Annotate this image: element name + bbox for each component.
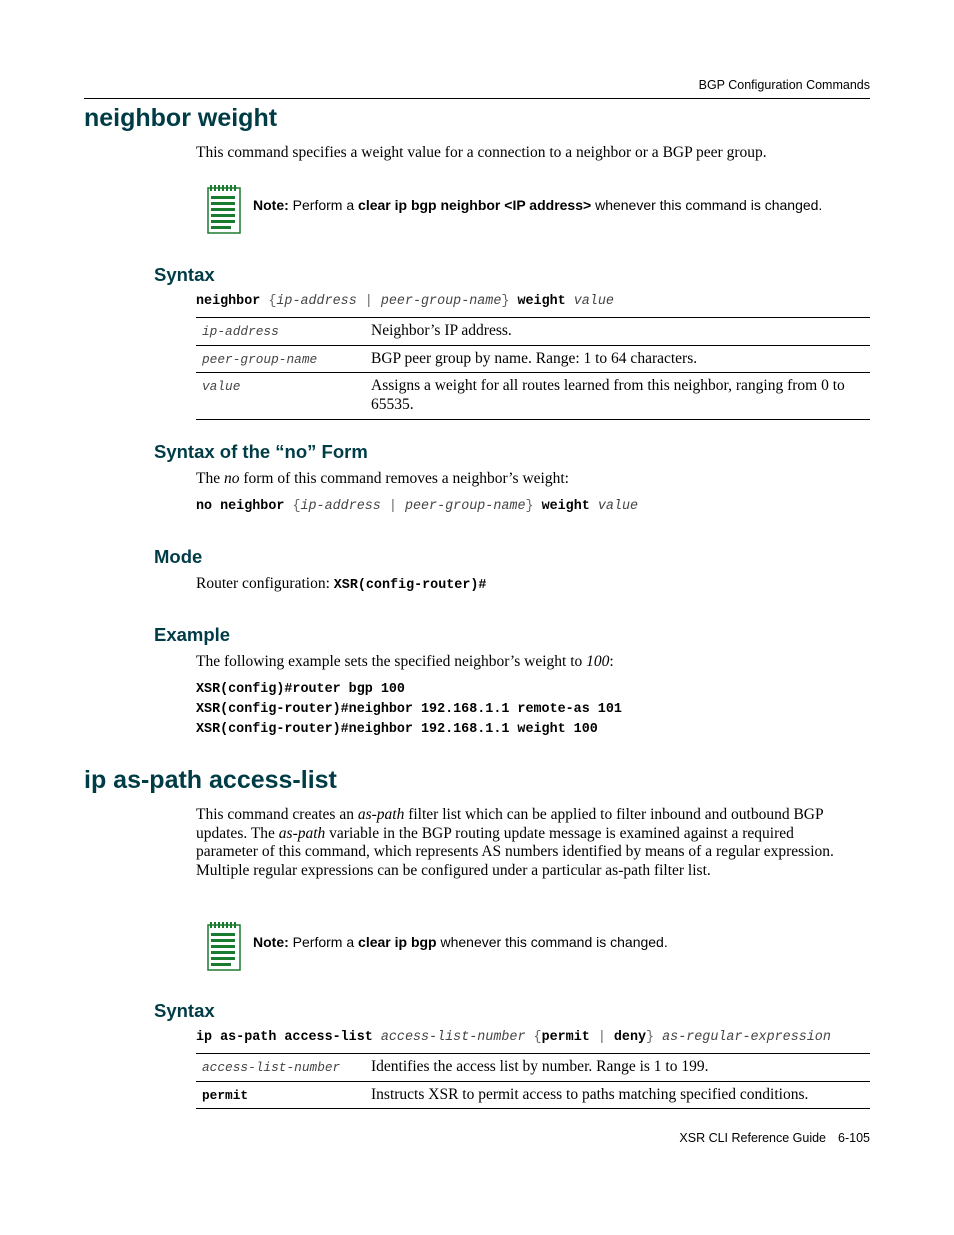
command-syntax	[196, 294, 614, 309]
note-label: Note:	[253, 197, 289, 213]
page-footer	[679, 1131, 870, 1145]
no-form-heading: Syntax of the “no” Form	[154, 441, 368, 462]
example-emphasis: 100	[586, 653, 610, 670]
mode-text	[196, 575, 856, 596]
table-row	[196, 1081, 870, 1109]
table-row	[196, 1054, 870, 1082]
note-icon	[207, 184, 241, 234]
syntax-separator: |	[380, 499, 405, 514]
intro-emphasis: as-path	[278, 824, 326, 842]
no-form-pre: The	[196, 470, 224, 487]
intro-part: variable in the BGP routing update message is examined against a required parameter of this command, which represents AS numbers identified by means of a regular expression. Multiple regular expressions can be configured under a particular as-path filter list.	[196, 824, 834, 880]
syntax-arg-value: value	[565, 294, 614, 309]
code-line: XSR(config-router)#neighbor 192.168.1.1 weight 100	[196, 722, 598, 737]
note-command: clear ip bgp neighbor <IP address>	[358, 197, 592, 213]
mode-heading: Mode	[154, 546, 203, 567]
mode-label: Router configuration:	[196, 575, 334, 592]
syntax-command: ip as-path access-list	[196, 1030, 373, 1045]
table-row	[196, 318, 870, 346]
table-row	[196, 373, 870, 419]
param-description: BGP peer group by name. Range: 1 to 64 characters.	[365, 345, 870, 373]
param-name: permit	[196, 1081, 365, 1109]
table-row	[196, 345, 870, 373]
code-line: XSR(config)#router bgp 100	[196, 682, 405, 697]
syntax-brace-open: {	[260, 294, 277, 309]
mode-prompt: XSR(config-router)#	[333, 578, 487, 593]
syntax-separator: |	[589, 1030, 614, 1045]
footer-guide-title: XSR CLI Reference Guide	[679, 1131, 827, 1145]
code-line: XSR(config-router)#neighbor 192.168.1.1 remote-as 101	[196, 702, 622, 717]
section-title-neighbor-weight: neighbor weight	[84, 104, 278, 132]
section-intro: This command specifies a weight value for a connection to a neighbor or a BGP peer group.	[196, 144, 767, 161]
note-icon	[207, 921, 241, 971]
syntax-arg-peer-group: peer-group-name	[380, 294, 502, 309]
syntax-command: no neighbor	[196, 499, 285, 514]
parameter-table	[196, 317, 870, 420]
note-text-1: Perform a	[288, 197, 359, 213]
syntax-arg-ip: ip-address	[276, 294, 357, 309]
param-name: access-list-number	[196, 1054, 365, 1082]
syntax-arg-ip: ip-address	[300, 499, 381, 514]
syntax-brace-close: }	[646, 1030, 663, 1045]
header-rule	[84, 98, 870, 99]
syntax-brace-close: }	[525, 499, 542, 514]
no-form-emphasis: no	[223, 470, 240, 487]
example-code	[196, 680, 622, 740]
syntax-arg-regex: as-regular-expression	[662, 1030, 831, 1045]
syntax-arg-peer-group: peer-group-name	[404, 499, 526, 514]
syntax-keyword-weight: weight	[517, 294, 566, 309]
syntax-keyword-weight: weight	[541, 499, 590, 514]
example-pre: The following example sets the specified neighbor’s weight to	[196, 653, 587, 670]
note-label: Note:	[253, 934, 289, 950]
running-header: BGP Configuration Commands	[698, 78, 870, 92]
note	[253, 197, 822, 213]
param-description: Instructs XSR to permit access to paths matching specified conditions.	[365, 1081, 870, 1109]
syntax-brace-close: }	[501, 294, 518, 309]
syntax-arg-value: value	[589, 499, 639, 514]
param-description: Identifies the access list by number. Range is 1 to 199.	[365, 1054, 870, 1082]
intro-part: This command creates an	[196, 806, 358, 823]
no-form-post: form of this command removes a neighbor’s weight:	[239, 470, 569, 487]
param-name: value	[196, 373, 365, 419]
syntax-brace-open: {	[525, 1030, 542, 1045]
syntax-brace-open: {	[284, 499, 301, 514]
param-name: peer-group-name	[196, 345, 365, 373]
note-command: clear ip bgp	[358, 934, 437, 950]
syntax-separator: |	[356, 294, 381, 309]
example-post: :	[609, 653, 614, 670]
note-text-2: whenever this command is changed.	[591, 197, 823, 213]
intro-emphasis: as-path	[357, 806, 405, 823]
no-form-text	[196, 470, 856, 489]
command-syntax	[196, 1030, 831, 1045]
param-description: Neighbor’s IP address.	[365, 318, 870, 346]
syntax-arg-list-number: access-list-number	[372, 1030, 526, 1045]
syntax-command: neighbor	[196, 294, 261, 309]
note-text-2: whenever this command is changed.	[436, 934, 668, 950]
param-name: ip-address	[196, 318, 365, 346]
example-heading: Example	[154, 624, 231, 645]
no-form-syntax	[196, 499, 638, 514]
note	[253, 934, 668, 950]
intro-part: filter list which can be applied to filter inbound and outbound BGP updates. The	[196, 806, 824, 842]
syntax-keyword-deny: deny	[613, 1030, 647, 1045]
section-title-ip-as-path: ip as-path access-list	[84, 766, 337, 794]
param-description: Assigns a weight for all routes learned from this neighbor, ranging from 0 to 65535.	[365, 373, 870, 419]
syntax-heading: Syntax	[154, 264, 215, 285]
section-intro	[196, 806, 856, 881]
example-text	[196, 653, 856, 672]
syntax-heading: Syntax	[154, 1000, 215, 1021]
parameter-table	[196, 1053, 870, 1109]
note-text-1: Perform a	[288, 934, 359, 950]
syntax-keyword-permit: permit	[541, 1030, 590, 1045]
page-number: 6-105	[838, 1131, 870, 1145]
